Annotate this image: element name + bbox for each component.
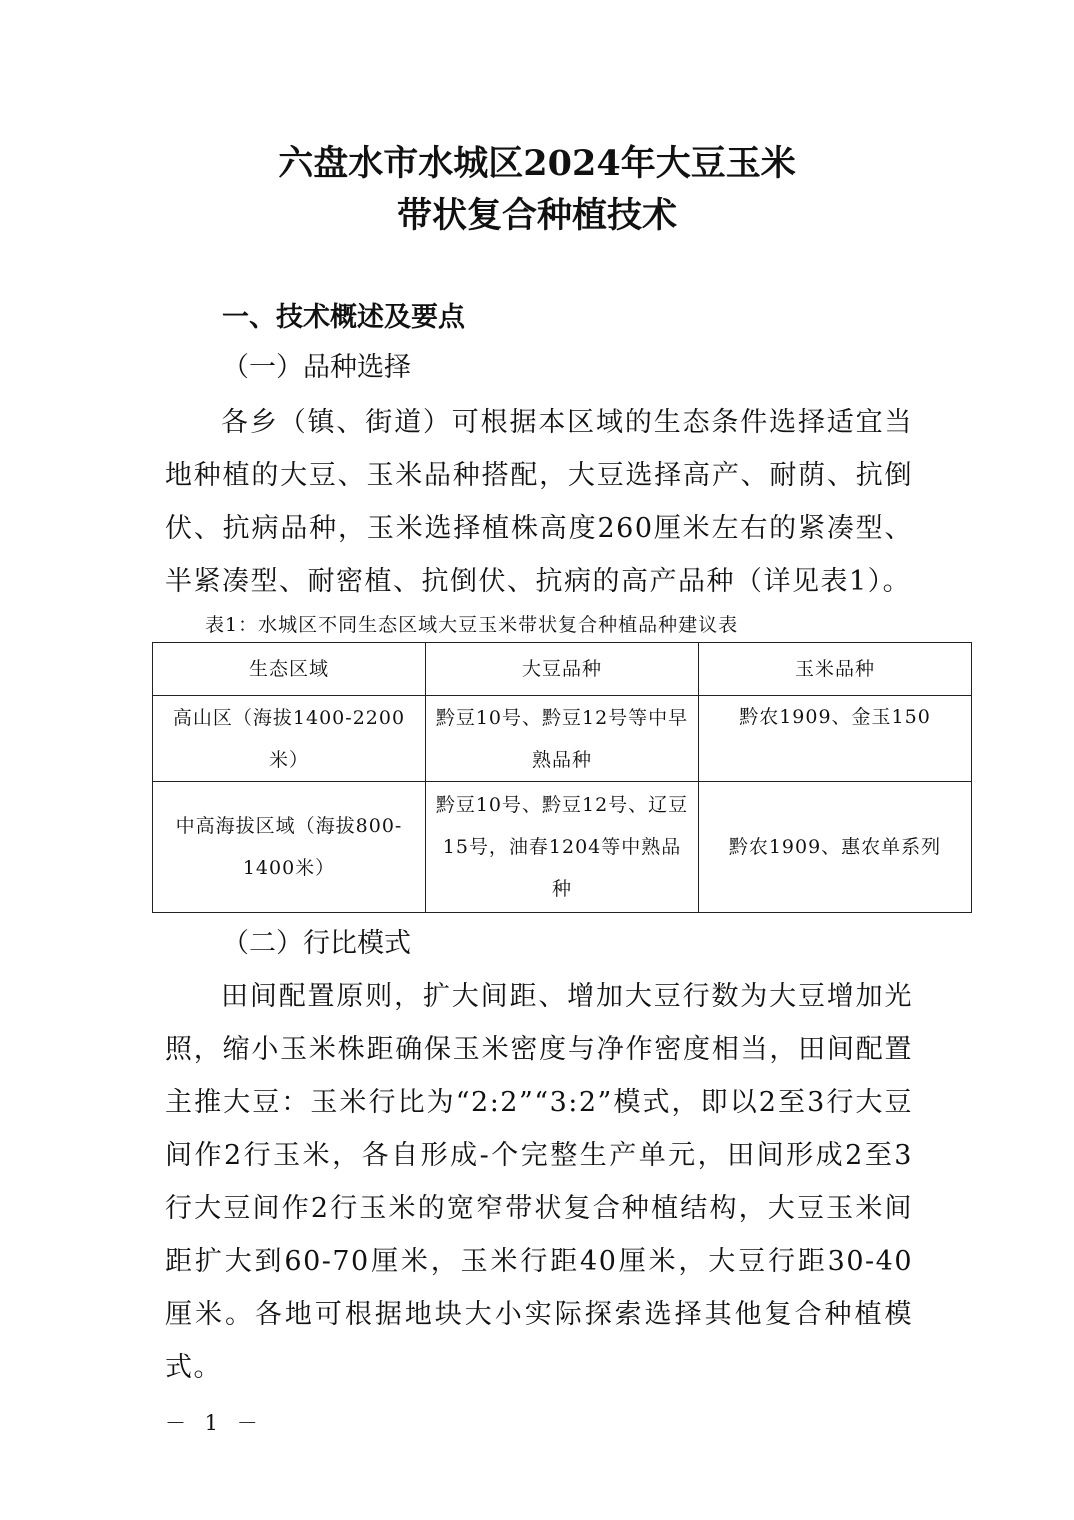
table-cell: 黔农1909、金玉150 xyxy=(699,696,972,782)
document-title-line1: 六盘水市水城区2024年大豆玉米 xyxy=(278,143,796,184)
table-cell: 黔豆10号、黔豆12号等中早熟品种 xyxy=(426,696,699,782)
table-cell: 高山区（海拔1400-2200米） xyxy=(153,696,426,782)
table-row xyxy=(153,782,972,913)
paragraph-variety-selection: 各乡（镇、街道）可根据本区域的生态条件选择适宜当地种植的大豆、玉米品种搭配，大豆选择高产、耐荫、抗倒伏、抗病品种，玉米选择植株高度260厘米左右的紧凑型、半紧凑型、耐密植、抗倒伏、抗病的高产品种（详见表1）。 xyxy=(165,407,913,597)
table-header-cell: 玉米品种 xyxy=(699,643,972,696)
table-row xyxy=(153,696,972,782)
paragraph-row-ratio-mode: 田间配置原则，扩大间距、增加大豆行数为大豆增加光照，缩小玉米株距确保玉米密度与净作密度相当，田间配置主推大豆：玉米行比为“2:2”“3:2”模式，即以2至3行大豆间作2行玉米，各自形成-个完整生产单元，田间形成2至3行大豆间作2行玉米的宽窄带状复合种植结构，大豆玉米间距扩大到60-70厘米，玉米行距40厘米，大豆行距30-40厘米。各地可根据地块大小实际探索选择其他复合种植模式。 xyxy=(165,981,913,1383)
subsection-heading-row-ratio: （二）行比模式 xyxy=(222,928,411,959)
table-caption: 表1：水城区不同生态区域大豆玉米带状复合种植品种建议表 xyxy=(205,614,739,636)
table-cell: 黔农1909、惠农单系列 xyxy=(699,782,972,913)
table-cell: 中高海拔区域（海拔800-1400米） xyxy=(153,782,426,913)
subsection-heading-variety: （一）品种选择 xyxy=(222,352,411,383)
table-header-cell: 大豆品种 xyxy=(426,643,699,696)
section-heading-overview: 一、技术概述及要点 xyxy=(222,302,465,333)
document-title-line2: 带状复合种植技术 xyxy=(396,195,677,236)
table-header-cell: 生态区域 xyxy=(153,643,426,696)
table-cell: 黔豆10号、黔豆12号、辽豆15号，油春1204等中熟品种 xyxy=(426,782,699,913)
page-number: － 1 － xyxy=(165,1411,264,1435)
table-header-row xyxy=(153,643,972,696)
variety-recommendation-table xyxy=(152,642,972,913)
